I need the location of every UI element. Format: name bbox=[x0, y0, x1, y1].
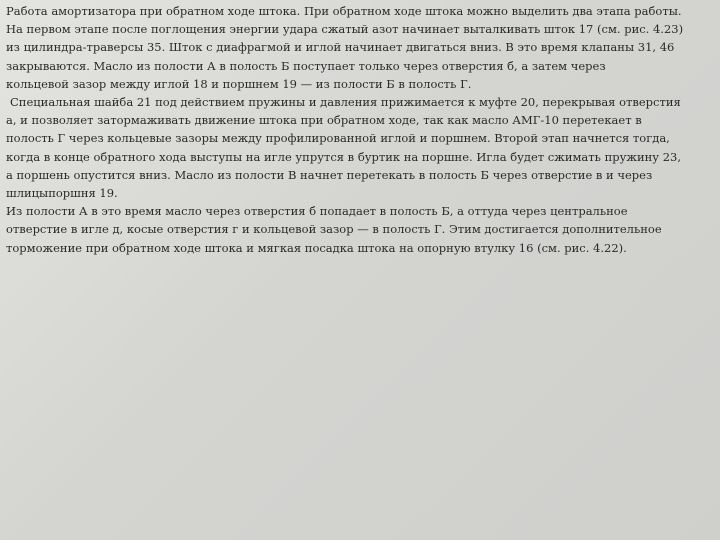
text-line: из цилиндра-траверсы 35. Шток с диафрагмой и иглой начинает двигаться вниз. В это время клапаны 31, 46 bbox=[6, 40, 675, 55]
text-line: а поршень опустится вниз. Масло из полости В начнет перетекать в полость Б через отверстие в и через bbox=[6, 167, 653, 182]
text-line: шлицыпоршня 19. bbox=[6, 186, 118, 201]
text-line: Специальная шайба 21 под действием пружины и давления прижимается к муфте 20, перекрывая отверстия bbox=[10, 95, 681, 110]
text-line: закрываются. Масло из полости А в полость Б поступает только через отверстия б, а затем через bbox=[6, 58, 606, 73]
text-line: полость Г через кольцевые зазоры между профилированной иглой и поршнем. Второй этап начнется тогда, bbox=[6, 131, 670, 146]
text-line: а, и позволяет затормаживать движение штока при обратном ходе, так как масло АМГ-10 перетекает в bbox=[6, 113, 642, 128]
paragraph-3 bbox=[6, 202, 712, 257]
text-line: торможение при обратном ходе штока и мягкая посадка штока на опорную втулку 16 (см. рис. 4.22). bbox=[6, 240, 627, 255]
paragraph-1 bbox=[6, 2, 712, 93]
text-line: отверстие в игле д, косые отверстия г и кольцевой зазор — в полость Г. Этим достигается дополнительное bbox=[6, 222, 662, 237]
paragraph-2 bbox=[6, 93, 712, 202]
text-line: когда в конце обратного хода выступы на игле упрутся в буртик на поршне. Игла будет сжимать пружину 23, bbox=[6, 149, 681, 164]
text-line: На первом этапе после поглощения энергии удара сжатый азот начинает выталкивать шток 17 (см. рис. 4.23) bbox=[6, 22, 684, 37]
text-line: Работа амортизатора при обратном ходе штока. При обратном ходе штока можно выделить два этапа работы. bbox=[6, 4, 682, 18]
text-line: кольцевой зазор между иглой 18 и поршнем 19 — из полости Б в полость Г. bbox=[6, 76, 472, 91]
document-text bbox=[6, 2, 712, 257]
text-line: Из полости А в это время масло через отверстия б попадает в полость Б, а оттуда через центральное bbox=[6, 204, 628, 219]
